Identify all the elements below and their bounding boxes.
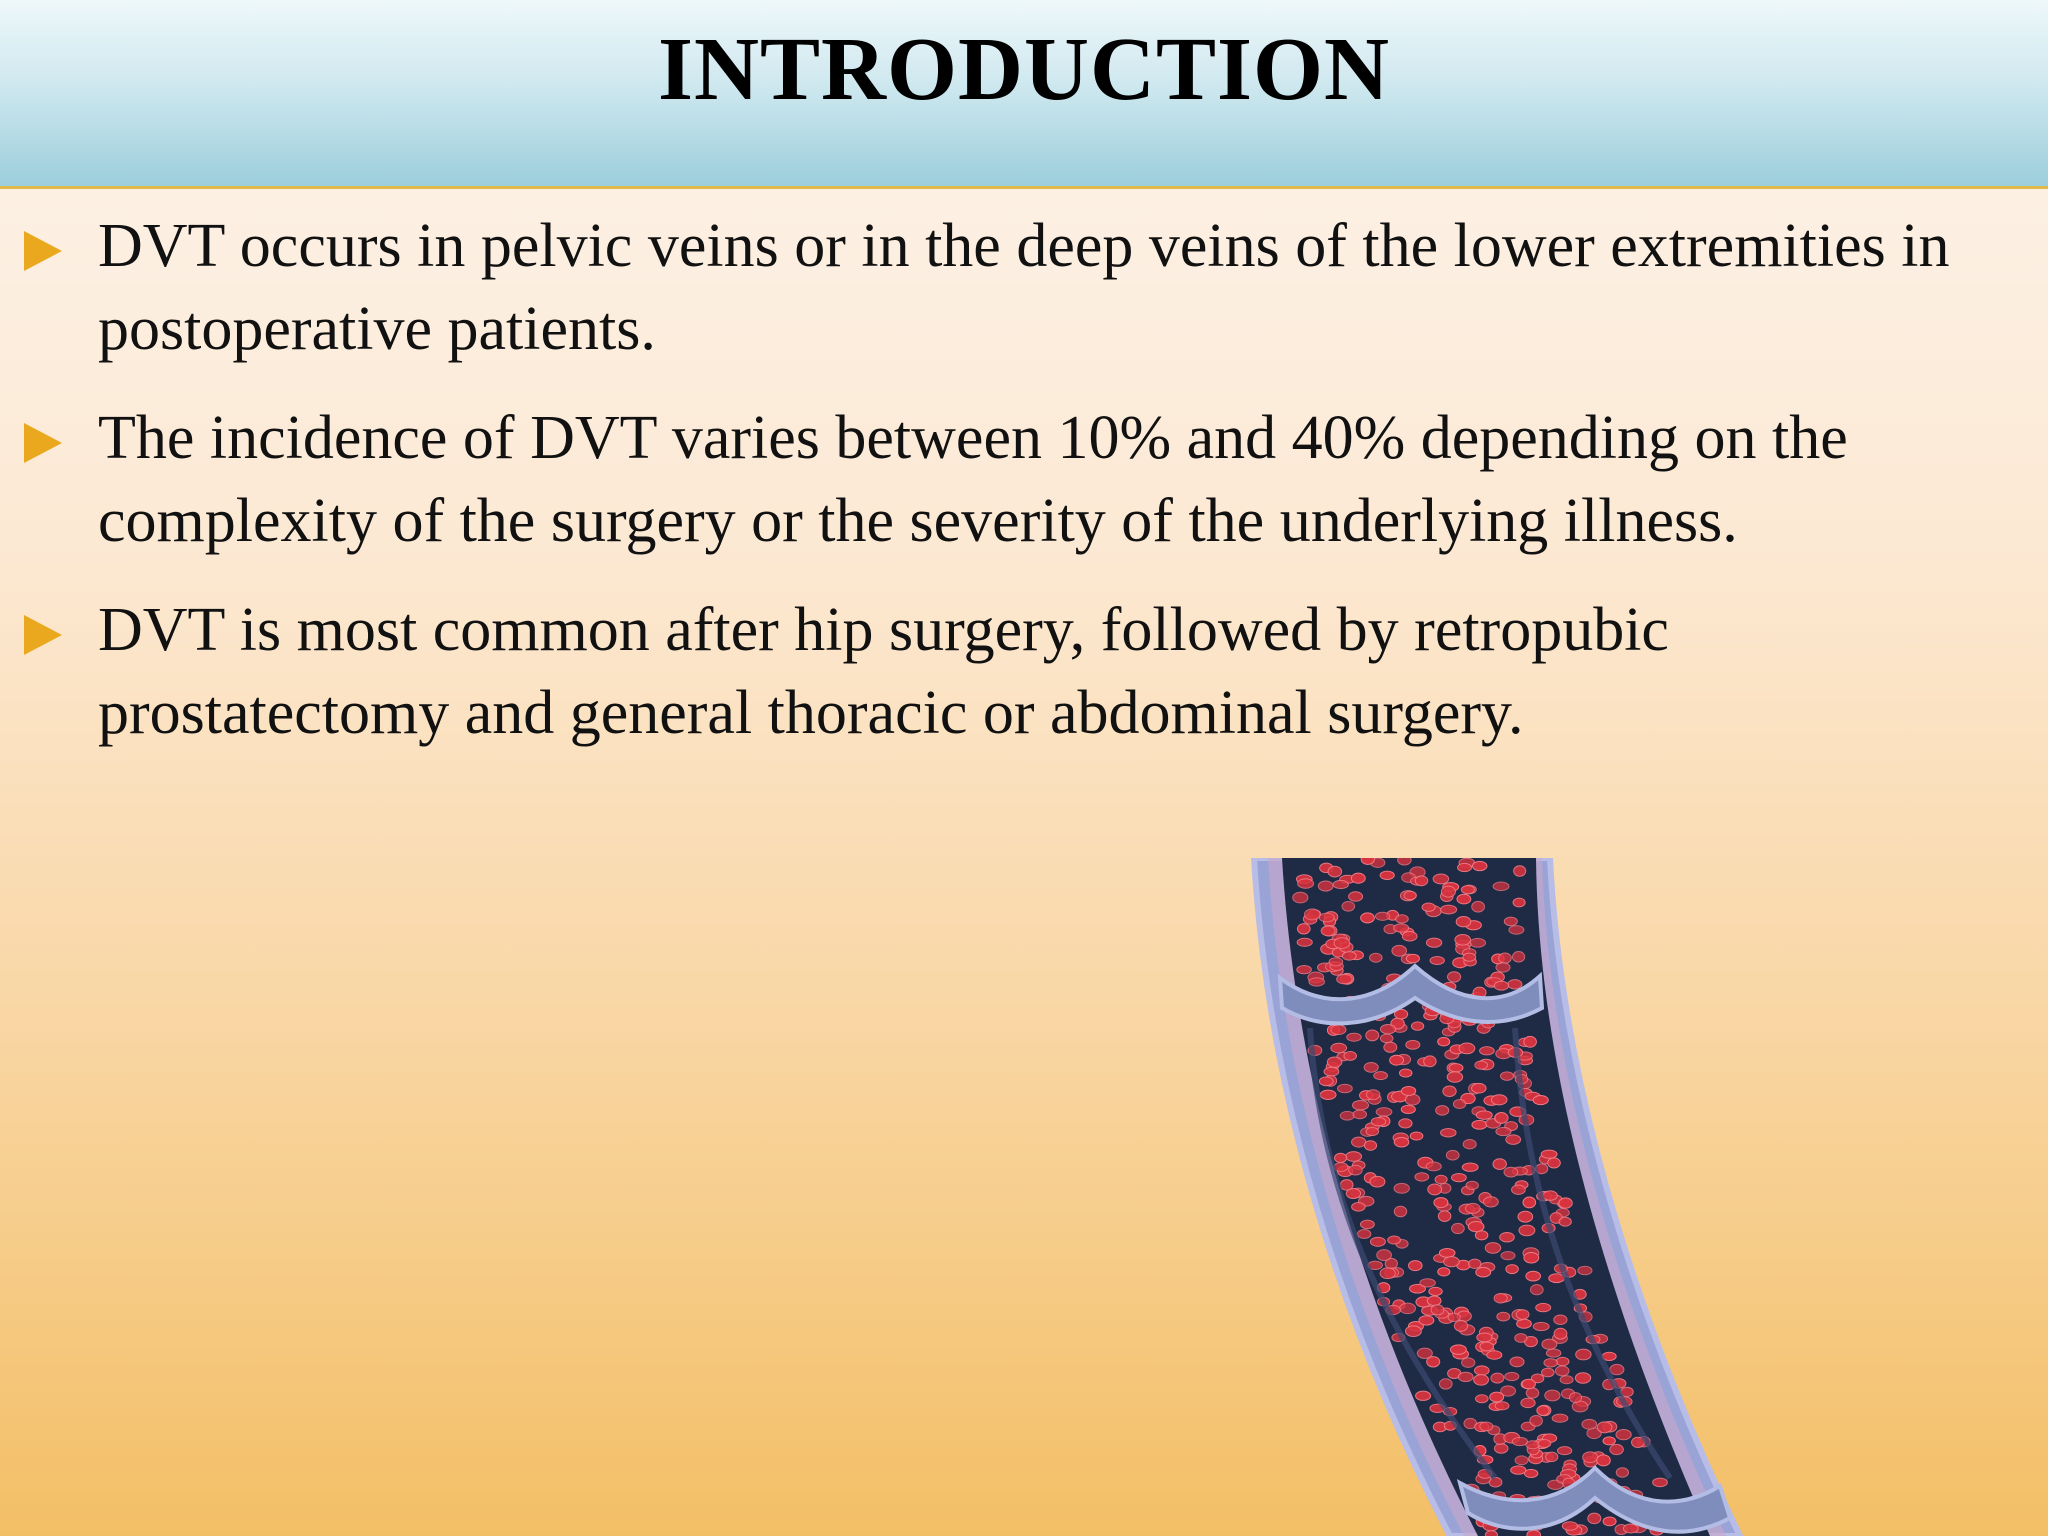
blood-cell: [1417, 1348, 1432, 1358]
blood-cell: [1557, 1447, 1571, 1455]
blood-cell: [1334, 938, 1350, 949]
blood-cell: [1364, 1063, 1378, 1073]
blood-cell: [1506, 1265, 1518, 1274]
blood-cell: [1436, 1106, 1449, 1115]
blood-cell: [1434, 1198, 1448, 1208]
blood-cell: [1401, 1087, 1415, 1096]
blood-cell: [1426, 938, 1441, 947]
blood-cell: [1337, 974, 1352, 983]
blood-cell: [1456, 917, 1471, 927]
blood-cell: [1427, 1296, 1441, 1306]
blood-cell: [1569, 1393, 1581, 1403]
blood-cell: [1582, 1419, 1597, 1429]
blood-cell: [1523, 1197, 1536, 1208]
blood-cell: [1505, 1372, 1519, 1380]
blood-cell: [1556, 1357, 1569, 1365]
blood-cell: [1516, 1310, 1529, 1319]
blood-cell: [1374, 1072, 1388, 1080]
blood-cell: [1546, 1452, 1558, 1461]
blood-cell: [1428, 1184, 1442, 1195]
blood-cell: [1410, 1132, 1423, 1140]
blood-cell: [1475, 1366, 1490, 1375]
blood-cell: [1324, 1067, 1339, 1076]
blood-cell: [1364, 1141, 1376, 1150]
blood-cell: [1472, 861, 1487, 870]
blood-cell: [1344, 1051, 1357, 1060]
blood-cell: [1474, 1375, 1489, 1385]
blood-cell: [1512, 1437, 1527, 1445]
blood-cell: [1405, 1326, 1421, 1337]
blood-cell: [1518, 1211, 1533, 1222]
blood-cell: [1371, 1117, 1385, 1125]
blood-cell: [1450, 1345, 1466, 1354]
blood-cell: [1491, 1095, 1507, 1105]
blood-cell: [1406, 954, 1419, 963]
blood-cell: [1524, 1252, 1539, 1262]
blood-cell: [1493, 1159, 1506, 1170]
blood-cell: [1616, 1429, 1631, 1439]
blood-cell: [1515, 1334, 1527, 1343]
blood-cell: [1338, 1084, 1353, 1093]
blood-cell: [1361, 858, 1374, 864]
blood-cell: [1340, 1111, 1354, 1120]
blood-cell: [1452, 1173, 1467, 1181]
triangle-bullet-icon: [24, 423, 62, 463]
bullet-item: [24, 205, 2034, 371]
blood-cell: [1415, 1173, 1429, 1181]
blood-cell: [1496, 1127, 1511, 1135]
blood-cell: [1514, 866, 1526, 876]
blood-cell: [1499, 953, 1512, 963]
blood-cell: [1441, 1128, 1456, 1137]
bullet-text: DVT is most common after hip surgery, followed by retropubic prostatectomy and general thoracic or abdominal surgery.: [98, 596, 1669, 747]
blood-cell: [1500, 1072, 1513, 1080]
blood-cell: [1500, 1233, 1515, 1242]
blood-cell: [1490, 1392, 1504, 1402]
blood-cell: [1501, 1251, 1515, 1259]
blood-cell: [1353, 1100, 1369, 1109]
blood-cell: [1366, 1030, 1379, 1041]
blood-cell: [1342, 902, 1355, 912]
blood-cell: [1293, 892, 1308, 903]
blood-cell: [1449, 1064, 1463, 1072]
blood-cell: [1537, 1406, 1549, 1416]
blood-cell: [1444, 1257, 1460, 1267]
blood-cell: [1435, 1175, 1447, 1184]
blood-cell: [1616, 1468, 1628, 1477]
blood-cell: [1542, 1339, 1557, 1349]
blood-cell: [1475, 1061, 1488, 1069]
blood-cell: [1538, 1439, 1551, 1447]
blood-cell: [1491, 1373, 1504, 1383]
blood-cell: [1521, 1398, 1535, 1407]
blood-cell: [1545, 1390, 1560, 1401]
blood-cell: [1536, 1303, 1551, 1311]
blood-cell: [1562, 1522, 1577, 1531]
blood-cell: [1468, 1221, 1484, 1231]
blood-cell: [1448, 972, 1461, 982]
blood-cell: [1465, 1203, 1480, 1213]
bullet-item: [24, 589, 2034, 755]
blood-cell: [1424, 1056, 1436, 1067]
blood-cell: [1319, 913, 1334, 922]
blood-cell: [1329, 958, 1343, 966]
blood-cell: [1318, 881, 1333, 891]
blood-cell: [1366, 1090, 1379, 1100]
blood-cell: [1422, 903, 1435, 911]
blood-cell: [1340, 1180, 1353, 1190]
blood-cell: [1335, 1153, 1347, 1162]
blood-cell: [1454, 1321, 1467, 1332]
blood-cell: [1504, 1167, 1518, 1177]
blood-cell: [1377, 1250, 1392, 1261]
blood-cell: [1496, 963, 1510, 972]
blood-cell: [1448, 1313, 1460, 1321]
blood-cell: [1462, 1163, 1478, 1171]
blood-cell: [1446, 1150, 1459, 1160]
blood-cell: [1394, 1183, 1409, 1193]
blood-cell: [1522, 1379, 1535, 1389]
blood-cell: [1533, 1322, 1549, 1330]
blood-cell: [1527, 1530, 1541, 1536]
blood-cell: [1480, 1342, 1494, 1351]
blood-cell: [1439, 1379, 1452, 1389]
blood-cell: [1510, 1357, 1524, 1367]
vein-illustration: [1240, 858, 1760, 1536]
blood-cell: [1352, 1137, 1366, 1147]
blood-cell: [1328, 866, 1342, 877]
blood-cell: [1416, 1391, 1431, 1400]
blood-cell: [1476, 1111, 1492, 1120]
blood-cell: [1483, 1197, 1498, 1207]
blood-cell: [1353, 1110, 1366, 1119]
blood-cell: [1394, 1137, 1409, 1147]
blood-cell: [1438, 1268, 1450, 1276]
blood-cell: [1610, 1364, 1624, 1374]
blood-cell: [1541, 1150, 1557, 1158]
blood-cell: [1380, 871, 1394, 879]
blood-cell: [1512, 1185, 1526, 1194]
blood-cell: [1578, 1266, 1592, 1275]
blood-cell: [1494, 1444, 1508, 1454]
blood-cell: [1512, 952, 1524, 962]
blood-cell: [1462, 1358, 1475, 1368]
blood-cell: [1597, 1422, 1612, 1433]
blood-cell: [1588, 1513, 1601, 1524]
blood-cell: [1415, 876, 1427, 886]
blood-cell: [1411, 1022, 1423, 1030]
blood-cell: [1396, 915, 1409, 923]
blood-cell: [1398, 858, 1411, 865]
blood-cell: [1559, 1198, 1572, 1208]
blood-cell: [1346, 1152, 1362, 1162]
blood-cell: [1400, 1303, 1416, 1314]
blood-cell: [1375, 912, 1389, 920]
bullet-item: [24, 397, 2034, 563]
blood-cell: [1380, 1025, 1395, 1034]
blood-cell: [1493, 882, 1509, 890]
blood-cell: [1349, 1165, 1363, 1175]
blood-cell: [1384, 1042, 1397, 1052]
blood-cell: [1555, 1366, 1569, 1376]
blood-cell: [1480, 1422, 1493, 1431]
blood-cell: [1441, 886, 1455, 897]
blood-cell: [1494, 1293, 1507, 1303]
blood-cell: [1472, 1120, 1487, 1129]
blood-cell: [1480, 1047, 1495, 1055]
blood-cell: [1370, 953, 1382, 962]
blood-cell: [1443, 1086, 1456, 1097]
blood-cell: [1370, 1176, 1385, 1187]
blood-cell: [1477, 1333, 1492, 1342]
blood-cell: [1358, 1229, 1371, 1238]
blood-cell: [1452, 1223, 1465, 1233]
blood-cell: [1603, 1517, 1616, 1526]
slide-title: INTRODUCTION: [657, 20, 1391, 119]
blood-cell: [1366, 1127, 1379, 1135]
blood-cell: [1399, 1069, 1411, 1077]
blood-cell: [1476, 1267, 1491, 1277]
blood-cell: [1392, 945, 1407, 956]
blood-cell: [1524, 1036, 1537, 1047]
blood-cell: [1495, 1402, 1509, 1410]
bullet-text: The incidence of DVT varies between 10% and 40% depending on the complexity of the surgery or the severity of the underlying illness.: [98, 404, 1848, 555]
blood-cell: [1388, 1236, 1401, 1244]
blood-cell: [1497, 1312, 1510, 1321]
blood-cell: [1559, 1217, 1571, 1226]
blood-cell: [1394, 924, 1409, 932]
blood-cell: [1441, 905, 1457, 914]
blood-cell: [1543, 1191, 1557, 1200]
blood-cell: [1459, 1043, 1475, 1054]
blood-cell: [1457, 894, 1471, 904]
blood-cell: [1333, 880, 1348, 888]
blood-cell: [1429, 1287, 1442, 1295]
blood-cell: [1439, 1248, 1455, 1257]
blood-cell: [1508, 980, 1522, 989]
blood-cell: [1463, 1140, 1476, 1149]
blood-cell: [1399, 1119, 1412, 1128]
blood-cell: [1406, 1040, 1420, 1049]
blood-cell: [1305, 909, 1321, 920]
blood-cell: [1469, 1259, 1481, 1268]
blood-cell: [1583, 1452, 1598, 1463]
blood-cell: [1342, 952, 1356, 960]
blood-cell: [1376, 1108, 1392, 1116]
triangle-bullet-icon: [24, 231, 62, 271]
blood-cell: [1297, 924, 1310, 934]
blood-cell: [1404, 891, 1416, 899]
blood-cell: [1431, 1305, 1444, 1315]
blood-cell: [1597, 1455, 1611, 1466]
blood-cell: [1380, 1268, 1395, 1279]
blood-cell: [1447, 1072, 1462, 1083]
blood-cell: [1533, 1096, 1548, 1105]
blood-cell: [1321, 926, 1335, 936]
blood-cell: [1575, 1373, 1590, 1383]
blood-cell: [1542, 1368, 1555, 1377]
blood-cell: [1405, 1094, 1420, 1105]
blood-cell: [1519, 1225, 1535, 1236]
blood-cell: [1526, 1388, 1538, 1398]
blood-cell: [1370, 1237, 1385, 1246]
blood-cell: [1476, 1395, 1489, 1403]
blood-cell: [1548, 1158, 1561, 1168]
blood-cell: [1495, 1113, 1508, 1124]
blood-cell: [1438, 1037, 1450, 1046]
blood-cell: [1309, 978, 1325, 986]
blood-cell: [1402, 931, 1417, 941]
blood-cell: [1509, 926, 1524, 935]
blood-cell: [1401, 1105, 1415, 1113]
blood-cell: [1603, 1437, 1615, 1445]
blood-cell: [1623, 1524, 1638, 1533]
blood-cell: [1453, 1099, 1465, 1108]
blood-cell: [1349, 892, 1363, 902]
blood-cell: [1319, 1077, 1333, 1086]
blood-cell: [1360, 1220, 1374, 1228]
blood-cell: [1610, 1444, 1624, 1454]
blood-cell: [1426, 1162, 1441, 1171]
blood-cell: [1461, 886, 1474, 894]
blood-cell: [1530, 1285, 1543, 1295]
blood-cell: [1472, 901, 1485, 912]
blood-cell: [1554, 1328, 1567, 1339]
blood-cell: [1546, 1349, 1560, 1357]
bullet-text: DVT occurs in pelvic veins or in the deep veins of the lower extremities in postoperative patients.: [98, 212, 1950, 363]
blood-cell: [1463, 953, 1476, 961]
blood-cell: [1506, 1135, 1521, 1144]
bullet-list: [24, 205, 2034, 781]
blood-cell: [1438, 1211, 1450, 1222]
blood-cell: [1394, 1206, 1406, 1217]
blood-cell: [1485, 1531, 1497, 1536]
blood-cell: [1320, 1090, 1336, 1099]
blood-cell: [1298, 879, 1314, 889]
blood-cell: [1544, 1359, 1558, 1367]
blood-cell: [1552, 1414, 1568, 1422]
blood-cell: [1458, 1372, 1473, 1381]
title-bar: [0, 0, 2048, 189]
blood-cell: [1361, 913, 1375, 923]
blood-cell: [1513, 898, 1525, 907]
blood-cell: [1331, 1025, 1346, 1035]
blood-cell: [1485, 1243, 1500, 1254]
blood-cell: [1430, 956, 1444, 964]
blood-cell: [1420, 1279, 1435, 1287]
blood-cell: [1297, 938, 1312, 946]
blood-cell: [1653, 1478, 1668, 1487]
blood-cell: [1331, 1043, 1347, 1053]
blood-cell: [1327, 1057, 1342, 1067]
blood-cell: [1352, 1203, 1366, 1212]
blood-cell: [1419, 1316, 1434, 1325]
blood-cell: [1554, 1315, 1567, 1325]
blood-cell: [1455, 934, 1471, 945]
blood-cell: [1380, 1034, 1393, 1043]
blood-cell: [1487, 1351, 1502, 1359]
blood-cell: [1511, 1466, 1526, 1474]
blood-cell: [1458, 863, 1472, 871]
blood-cell: [1504, 917, 1517, 926]
blood-cell: [1576, 1349, 1591, 1360]
blood-cell: [1560, 1376, 1573, 1384]
blood-cell: [1470, 938, 1486, 947]
blood-cell: [1347, 1033, 1361, 1041]
blood-cell: [1297, 965, 1311, 973]
blood-cell: [1390, 1055, 1404, 1065]
blood-cell: [1515, 1456, 1528, 1465]
blood-cell: [1549, 1274, 1564, 1283]
blood-cell: [1494, 981, 1508, 990]
blood-cell: [1351, 873, 1365, 883]
blood-cell: [1472, 1083, 1487, 1093]
blood-cell: [1530, 1415, 1543, 1426]
blood-cell: [1466, 1181, 1478, 1189]
blood-cell: [1433, 874, 1449, 884]
blood-cell: [1526, 1271, 1541, 1281]
blood-cell: [1409, 1261, 1423, 1271]
triangle-bullet-icon: [24, 615, 62, 655]
